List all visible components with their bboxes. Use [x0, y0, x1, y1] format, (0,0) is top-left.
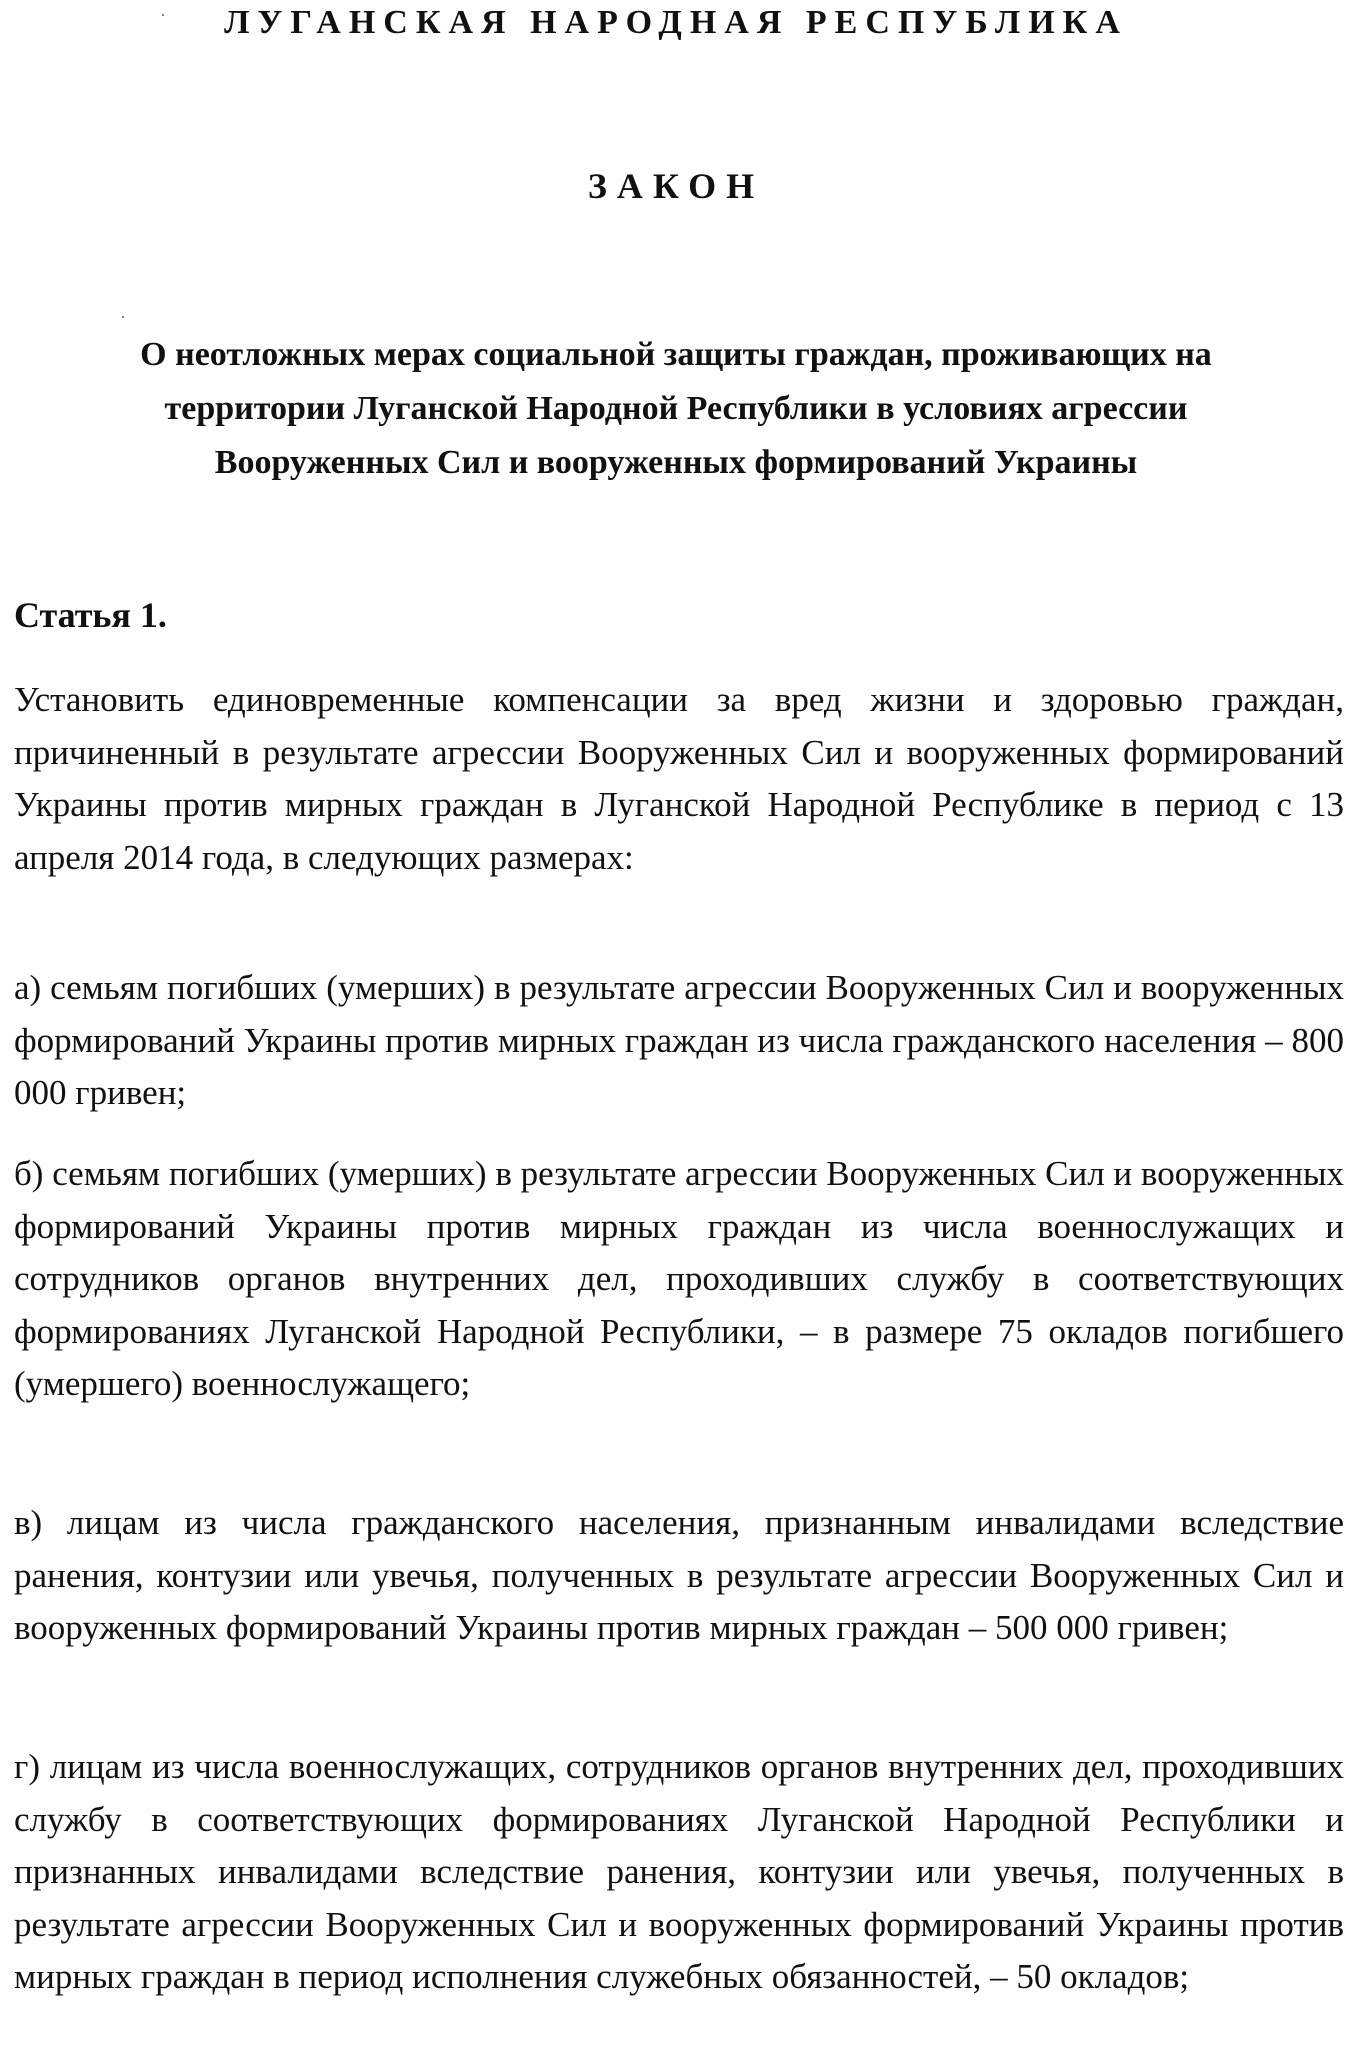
paragraph-intro: Установить единовременные компенсации за вред жизни и здоровью граждан, причиненный в результате агрессии Вооруженных Сил и вооруженных формирований Украины против мирных граждан в Луганской Народной Республике в период с 13 апреля 2014 года, в следующих размерах:	[14, 680, 1344, 877]
republic-header: ЛУГАНСКАЯ НАРОДНАЯ РЕСПУБЛИКА	[224, 4, 1128, 41]
paragraph-item-b: б) семьям погибших (умерших) в результате агрессии Вооруженных Сил и вооруженных формирований Украины против мирных граждан из числа военнослужащих и сотрудников органов внутренних дел, проходивших службу в соответствующих формированиях Луганской Народной Республики, – в размере 75 окладов погибшего (умершего) военнослужащего;	[14, 1154, 1344, 1403]
article-heading: Статья 1.	[14, 595, 167, 635]
law-label: ЗАКОН	[587, 166, 765, 206]
law-title-line: О неотложных мерах социальной защиты граждан, проживающих на	[140, 336, 1212, 373]
scan-speck	[122, 316, 124, 318]
paragraph-item-v: в) лицам из числа гражданского населения, признанным инвалидами вследствие ранения, контузии или увечья, полученных в результате агрессии Вооруженных Сил и вооруженных формирований Украины против мирных граждан – 500 000 гривен;	[14, 1503, 1344, 1647]
scan-speck	[162, 14, 164, 16]
law-title-line: Вооруженных Сил и вооруженных формирований Украины	[214, 444, 1138, 481]
law-title	[40, 328, 1312, 490]
paragraph-item-a: а) семьям погибших (умерших) в результате агрессии Вооруженных Сил и вооруженных формирований Украины против мирных граждан из числа гражданского населения – 800 000 гривен;	[14, 968, 1344, 1112]
paragraph-item-g: г) лицам из числа военнослужащих, сотрудников органов внутренних дел, проходивших службу в соответствующих формированиях Луганской Народной Республики и признанных инвалидами вследствие ранения, контузии или увечья, полученных в результате агрессии Вооруженных Сил и вооруженных формирований Украины против мирных граждан в период исполнения служебных обязанностей, – 50 окладов;	[14, 1747, 1344, 1996]
law-title-line: территории Луганской Народной Республики в условиях агрессии	[164, 390, 1188, 427]
